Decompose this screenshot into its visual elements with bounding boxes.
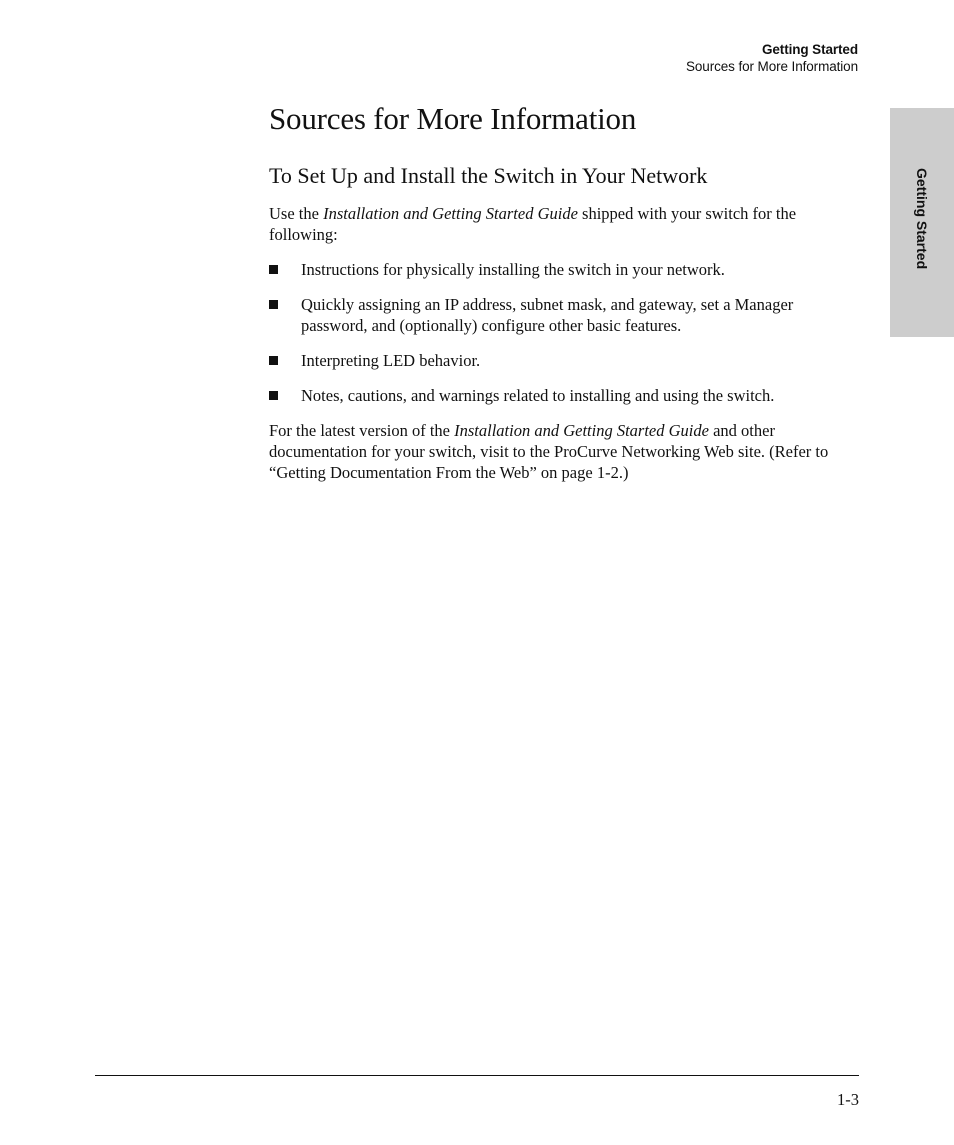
square-bullet-icon — [269, 356, 278, 365]
page-number: 1-3 — [837, 1090, 859, 1109]
list-item — [269, 350, 859, 371]
list-item-text: Quickly assigning an IP address, subnet mask, and gateway, set a Manager password, and (optionally) configure other basic features. — [301, 295, 794, 335]
list-item-text: Instructions for physically installing the switch in your network. — [301, 260, 725, 279]
intro-guide-title: Installation and Getting Started Guide — [323, 204, 578, 223]
header-chapter-title: Getting Started — [761, 42, 858, 57]
list-item — [269, 259, 859, 280]
square-bullet-icon — [269, 265, 278, 274]
side-tab-label: Getting Started — [914, 168, 930, 270]
square-bullet-icon — [269, 300, 278, 309]
list-item-text: Interpreting LED behavior. — [301, 351, 481, 370]
page-title: Sources for More Information — [269, 101, 637, 136]
list-item — [269, 294, 859, 336]
intro-prefix: Use the — [269, 204, 324, 223]
intro-suffix: shipped with your switch for the following: — [269, 204, 797, 244]
chapter-side-tab — [890, 108, 954, 337]
list-item-text: Notes, cautions, and warnings related to installing and using the switch. — [301, 386, 775, 405]
header-section-title: Sources for More Information — [685, 59, 858, 74]
closing-guide-title: Installation and Getting Started Guide — [454, 421, 709, 440]
closing-suffix: and other documentation for your switch, visit to the ProCurve Networking Web site. (Refer to “Getting Documentation From the Web” on page 1-2.) — [269, 421, 829, 482]
closing-paragraph — [269, 420, 859, 483]
list-item — [269, 385, 859, 406]
square-bullet-icon — [269, 391, 278, 400]
closing-prefix: For the latest version of the — [269, 421, 455, 440]
main-content — [269, 100, 859, 483]
intro-paragraph — [269, 203, 859, 245]
bullet-list — [269, 259, 859, 406]
footer-divider — [95, 1075, 859, 1076]
section-title: To Set Up and Install the Switch in Your Network — [269, 163, 708, 188]
running-header — [686, 41, 858, 75]
